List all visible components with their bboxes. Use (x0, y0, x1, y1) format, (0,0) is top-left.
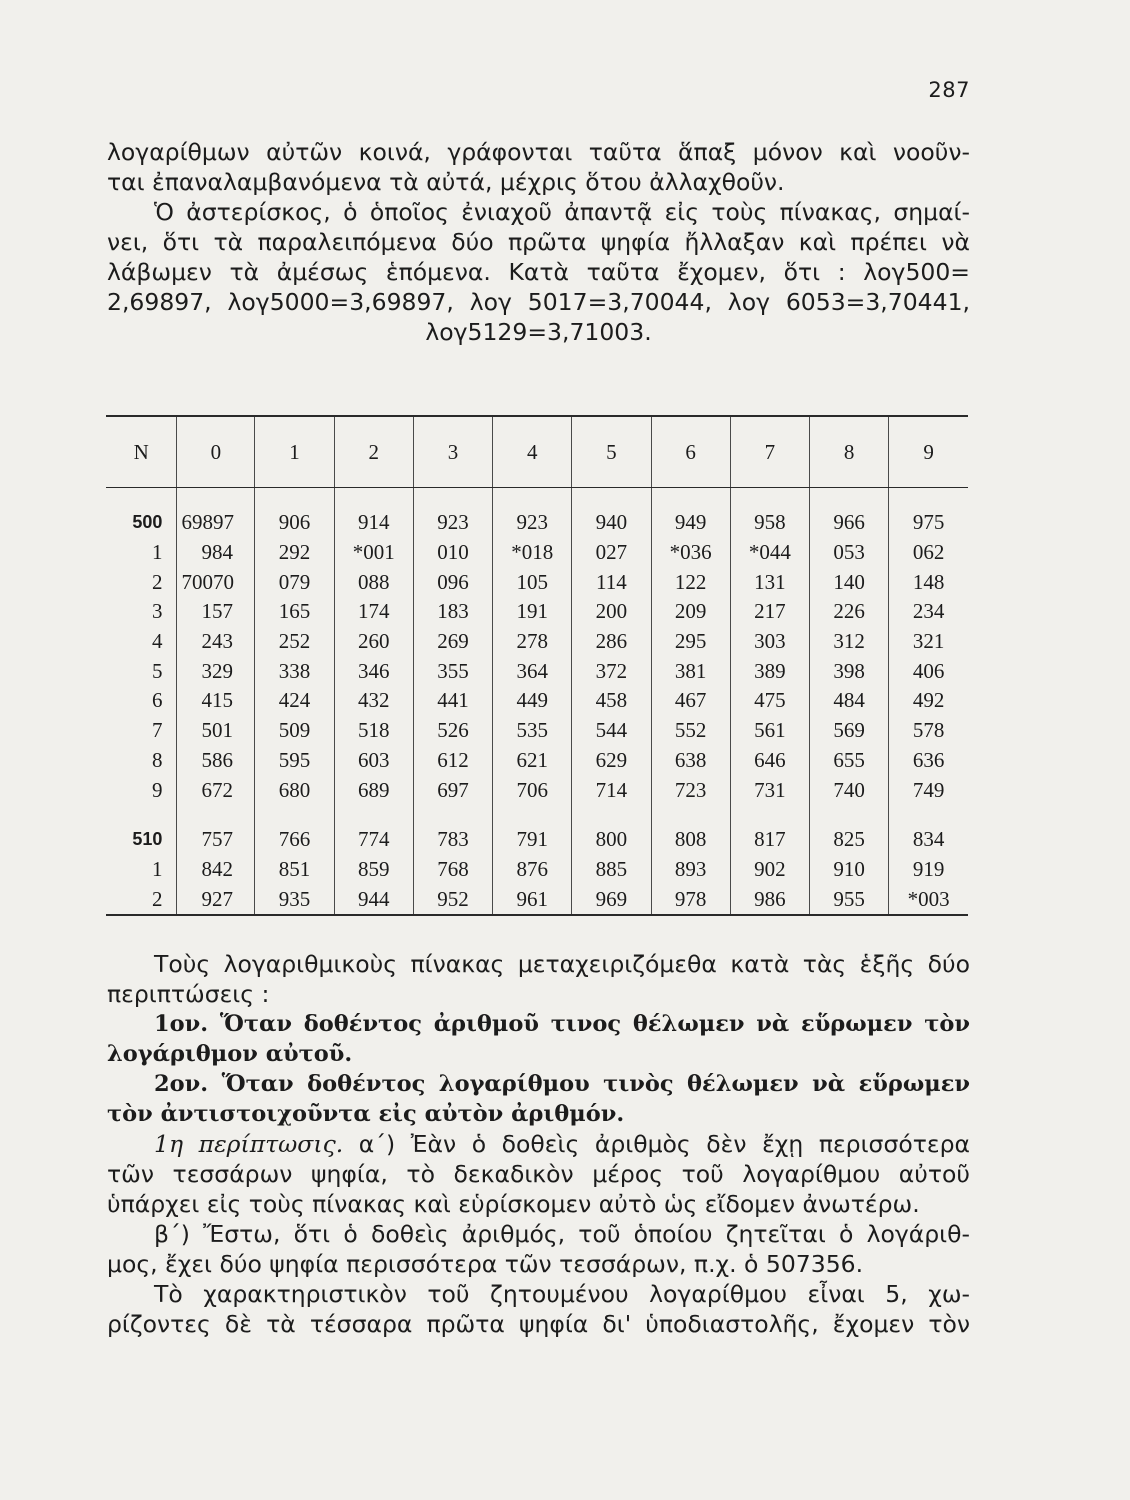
table-cell: *018 (493, 538, 572, 568)
spacer-cell (177, 805, 255, 825)
table-cell: 768 (413, 855, 492, 885)
table-cell: 817 (730, 825, 809, 855)
table-cell: 952 (413, 884, 492, 914)
table-cell: 689 (334, 775, 413, 805)
table-cell: 053 (810, 538, 889, 568)
table-cell: 355 (413, 656, 492, 686)
row-label: 4 (151, 629, 163, 654)
table-cell: 096 (413, 567, 492, 597)
table-cell: 105 (493, 567, 572, 597)
table-cell: 636 (889, 746, 968, 776)
spacer-cell (255, 805, 334, 825)
table-cell: 518 (334, 716, 413, 746)
table-cell: 131 (730, 567, 809, 597)
table-cell: 088 (334, 567, 413, 597)
text-line: μος, ἔχει δύο ψηφία περισσότερα τῶν τεσσάρων, π.χ. ὁ 507356. (107, 1250, 864, 1278)
column-header: 1 (255, 417, 334, 488)
table-cell: *044 (730, 538, 809, 568)
table-cell: 321 (889, 627, 968, 657)
table-cell: 757 (177, 825, 255, 855)
spacer-cell (572, 805, 651, 825)
table-cell: 552 (651, 716, 730, 746)
table-cell: 062 (889, 538, 968, 568)
text-line: περιπτώσεις : (107, 980, 270, 1008)
table-cell: 834 (889, 825, 968, 855)
row-label: 9 (151, 777, 163, 802)
table-cell: 191 (493, 597, 572, 627)
table-cell: 927 (177, 884, 255, 914)
table-cell: 526 (413, 716, 492, 746)
table-cell: 569 (810, 716, 889, 746)
table-cell: 859 (334, 855, 413, 885)
table-cell: 200 (572, 597, 651, 627)
table-cell: 415 (177, 686, 255, 716)
table-cell: 766 (255, 825, 334, 855)
table-row (106, 627, 968, 657)
row-label: 2 (151, 886, 163, 911)
text-line: ρίζοντες δὲ τὰ τέσσαρα πρῶτα ψηφία δι' ὑποδιαστολῆς, ἔχομεν τὸν (107, 1310, 970, 1338)
column-header: 8 (810, 417, 889, 488)
table-cell: 010 (413, 538, 492, 568)
table-cell: 800 (572, 825, 651, 855)
row-label: 7 (151, 718, 163, 743)
table-cell: 424 (255, 686, 334, 716)
row-label: 8 (151, 747, 163, 772)
row-label: 6 (151, 688, 163, 713)
table-cell: 986 (730, 884, 809, 914)
spacer-cell (413, 488, 492, 509)
row-label: 510 (132, 829, 163, 850)
table-cell: 808 (651, 825, 730, 855)
table-cell: 966 (810, 508, 889, 538)
row-label: 3 (151, 599, 163, 624)
table-cell: 432 (334, 686, 413, 716)
table-cell: 774 (334, 825, 413, 855)
table-body (106, 488, 968, 914)
table-cell: 697 (413, 775, 492, 805)
column-header: 5 (572, 417, 651, 488)
table-cell: 475 (730, 686, 809, 716)
table-cell: 217 (730, 597, 809, 627)
table-cell: 535 (493, 716, 572, 746)
column-header: 3 (413, 417, 492, 488)
table-cell: 706 (493, 775, 572, 805)
spacer-cell (493, 488, 572, 509)
table-cell: 69897 (177, 508, 255, 538)
table-cell: 885 (572, 855, 651, 885)
spacer-cell (651, 488, 730, 509)
table-cell: 286 (572, 627, 651, 657)
table-cell: 791 (493, 825, 572, 855)
text-line: Τοὺς λογαριθμικοὺς πίνακας μεταχειριζόμεθα κατὰ τὰς ἑξῆς δύο (154, 950, 970, 978)
table-cell: 842 (177, 855, 255, 885)
table-cell: *036 (651, 538, 730, 568)
spacer-cell (730, 488, 809, 509)
text-line: λογαρίθμων αὐτῶν κοινά, γράφονται ταῦτα ἅπαξ μόνον καὶ νοοῦν- (107, 138, 970, 166)
column-header: 9 (889, 417, 968, 488)
row-label: 1 (151, 856, 163, 881)
table-cell: 603 (334, 746, 413, 776)
table-cell: 914 (334, 508, 413, 538)
text-line: τῶν τεσσάρων ψηφία, τὸ δεκαδικὸν μέρος τοῦ λογαρίθμου αὐτοῦ (107, 1160, 970, 1188)
table-cell: 243 (177, 627, 255, 657)
table-cell: 978 (651, 884, 730, 914)
table-cell: 975 (889, 508, 968, 538)
table-cell: 621 (493, 746, 572, 776)
table-cell: 638 (651, 746, 730, 776)
text-line: ὑπάρχει εἰς τοὺς πίνακας καὶ εὑρίσκομεν αὐτὸ ὡς εἴδομεν ἀνωτέρω. (107, 1190, 920, 1218)
spacer-cell (334, 805, 413, 825)
table-cell: 027 (572, 538, 651, 568)
table-cell: 260 (334, 627, 413, 657)
spacer-cell (889, 488, 968, 509)
row-label: 2 (151, 569, 163, 594)
table-cell: 893 (651, 855, 730, 885)
table-cell: 079 (255, 567, 334, 597)
text-line: β΄) Ἔστω, ὅτι ὁ δοθεὶς ἀριθμός, τοῦ ὁποίου ζητεῖται ὁ λογάριθ- (154, 1220, 970, 1248)
table-cell: 122 (651, 567, 730, 597)
table-cell: 749 (889, 775, 968, 805)
text-line: λάβωμεν τὰ ἀμέσως ἑπόμενα. Κατὰ ταῦτα ἔχομεν, ὅτι : λογ500= (107, 258, 970, 286)
table-row (106, 855, 968, 885)
table-cell: 783 (413, 825, 492, 855)
table-row (106, 825, 968, 855)
table-row (106, 884, 968, 914)
table-cell: 148 (889, 567, 968, 597)
table-cell: 969 (572, 884, 651, 914)
table-cell: 910 (810, 855, 889, 885)
table-cell: 329 (177, 656, 255, 686)
column-header: 2 (334, 417, 413, 488)
row-label: 5 (151, 658, 163, 683)
spacer-cell (106, 805, 177, 825)
table-cell: 165 (255, 597, 334, 627)
text-line: ται ἐπαναλαμβανόμενα τὰ αὐτά, μέχρις ὅτου ἀλλαχθοῦν. (107, 168, 785, 196)
table-cell: *001 (334, 538, 413, 568)
table-cell: 958 (730, 508, 809, 538)
text-fragment: α΄) Ἐὰν ὁ δοθεὶς ἀριθμὸς δὲν ἔχῃ περισσότερα (343, 1130, 970, 1158)
table-cell: 919 (889, 855, 968, 885)
table-cell: 923 (493, 508, 572, 538)
text-line: Τὸ χαρακτηριστικὸν τοῦ ζητουμένου λογαρίθμου εἶναι 5, χω- (154, 1280, 970, 1308)
row-label: 1 (151, 540, 163, 565)
table-cell: 458 (572, 686, 651, 716)
spacer-cell (413, 805, 492, 825)
table-cell: 492 (889, 686, 968, 716)
table-cell: 295 (651, 627, 730, 657)
log-table-grid (106, 417, 968, 914)
table-cell: 672 (177, 775, 255, 805)
spacer-cell (730, 805, 809, 825)
table-cell: 629 (572, 746, 651, 776)
table-cell: 174 (334, 597, 413, 627)
spacer-cell (810, 488, 889, 509)
table-cell: 292 (255, 538, 334, 568)
row-spacer (106, 805, 968, 825)
table-cell: 381 (651, 656, 730, 686)
table-cell: 723 (651, 775, 730, 805)
table-cell: 949 (651, 508, 730, 538)
table-row (106, 538, 968, 568)
spacer-cell (810, 805, 889, 825)
table-cell: 209 (651, 597, 730, 627)
explanation-section (107, 949, 970, 1339)
case-label: 1η περίπτωσις. (154, 1130, 344, 1158)
table-row (106, 567, 968, 597)
case-one-heading: λογάριθμον αὐτοῦ. (107, 1041, 353, 1067)
column-header: N (106, 417, 177, 488)
table-row (106, 597, 968, 627)
table-cell: 346 (334, 656, 413, 686)
spacer-cell (177, 488, 255, 509)
table-cell: 70070 (177, 567, 255, 597)
table-cell: 157 (177, 597, 255, 627)
table-cell: 252 (255, 627, 334, 657)
text-line (107, 1129, 970, 1159)
table-cell: 114 (572, 567, 651, 597)
table-cell: 731 (730, 775, 809, 805)
table-cell: 484 (810, 686, 889, 716)
intro-paragraph (107, 137, 970, 347)
table-cell: 234 (889, 597, 968, 627)
table-cell: 449 (493, 686, 572, 716)
table-cell: 372 (572, 656, 651, 686)
table-cell: 586 (177, 746, 255, 776)
case-two-heading: τὸν ἀντιστοιχοῦντα εἰς αὐτὸν ἀριθμόν. (107, 1101, 625, 1127)
row-label: 500 (132, 512, 163, 533)
table-header-row (106, 417, 968, 488)
table-cell: 338 (255, 656, 334, 686)
column-header: 0 (177, 417, 255, 488)
table-cell: 406 (889, 656, 968, 686)
text-line: 2,69897, λογ5000=3,69897, λογ 5017=3,70044, λογ 6053=3,70441, (107, 288, 970, 316)
table-cell: 364 (493, 656, 572, 686)
table-cell: 398 (810, 656, 889, 686)
table-cell: 303 (730, 627, 809, 657)
text-line: Ὁ ἀστερίσκος, ὁ ὁποῖος ἐνιαχοῦ ἀπαντᾷ εἰς τοὺς πίνακας, σημαί- (154, 198, 970, 226)
column-header: 4 (493, 417, 572, 488)
row-spacer (106, 488, 968, 509)
table-row (106, 508, 968, 538)
table-cell: 876 (493, 855, 572, 885)
table-cell: 935 (255, 884, 334, 914)
table-cell: 578 (889, 716, 968, 746)
table-cell: 226 (810, 597, 889, 627)
table-cell: 680 (255, 775, 334, 805)
table-cell: 646 (730, 746, 809, 776)
case-two-heading: 2ον. Ὅταν δοθέντος λογαρίθμου τινὸς θέλωμεν νὰ εὕρωμεν (154, 1071, 970, 1097)
table-row (106, 746, 968, 776)
table-cell: 441 (413, 686, 492, 716)
table-cell: 595 (255, 746, 334, 776)
table-cell: 851 (255, 855, 334, 885)
spacer-cell (651, 805, 730, 825)
text-line: λογ5129=3,71003. (425, 318, 652, 346)
table-cell: 944 (334, 884, 413, 914)
table-row (106, 775, 968, 805)
table-row (106, 716, 968, 746)
table-cell: 140 (810, 567, 889, 597)
table-cell: 984 (177, 538, 255, 568)
table-cell: 501 (177, 716, 255, 746)
table-cell: 612 (413, 746, 492, 776)
spacer-cell (572, 488, 651, 509)
table-cell: 655 (810, 746, 889, 776)
logarithm-table (106, 415, 968, 916)
table-row (106, 656, 968, 686)
table-cell: 278 (493, 627, 572, 657)
table-cell: 961 (493, 884, 572, 914)
table-cell: 312 (810, 627, 889, 657)
table-cell: 955 (810, 884, 889, 914)
table-cell: 902 (730, 855, 809, 885)
table-cell: 183 (413, 597, 492, 627)
table-cell: 561 (730, 716, 809, 746)
table-cell: 906 (255, 508, 334, 538)
table-cell: 940 (572, 508, 651, 538)
table-cell: 389 (730, 656, 809, 686)
column-header: 7 (730, 417, 809, 488)
table-cell: 509 (255, 716, 334, 746)
spacer-cell (255, 488, 334, 509)
table-cell: 544 (572, 716, 651, 746)
spacer-cell (106, 488, 177, 509)
table-cell: 269 (413, 627, 492, 657)
text-line: νει, ὅτι τὰ παραλειπόμενα δύο πρῶτα ψηφία ἤλλαξαν καὶ πρέπει νὰ (107, 228, 970, 256)
table-cell: 923 (413, 508, 492, 538)
spacer-cell (889, 805, 968, 825)
page-number: 287 (928, 78, 970, 102)
table-cell: 740 (810, 775, 889, 805)
table-cell: 467 (651, 686, 730, 716)
spacer-cell (334, 488, 413, 509)
table-cell: 825 (810, 825, 889, 855)
table-row (106, 686, 968, 716)
spacer-cell (493, 805, 572, 825)
table-cell: *003 (889, 884, 968, 914)
case-one-heading: 1ον. Ὅταν δοθέντος ἀριθμοῦ τινος θέλωμεν νὰ εὕρωμεν τὸν (154, 1011, 970, 1037)
table-cell: 714 (572, 775, 651, 805)
column-header: 6 (651, 417, 730, 488)
